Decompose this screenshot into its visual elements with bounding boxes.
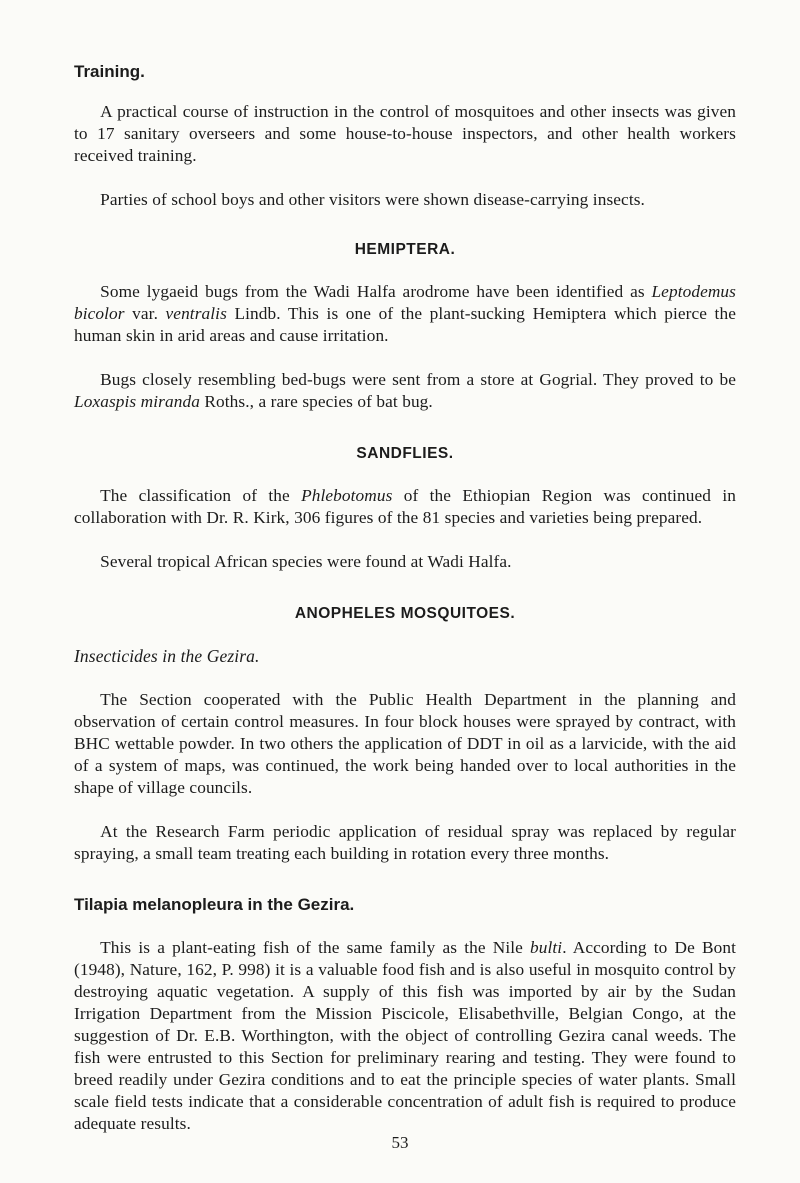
- fish-name-bulti: bulti: [530, 938, 563, 957]
- tilapia-heading: Tilapia melanopleura in the Gezira.: [74, 895, 355, 914]
- page-number: 53: [391, 1133, 409, 1152]
- hemiptera-paragraph-2: Bugs closely resembling bed-bugs were sent from a store at Gogrial. They proved to be Loxaspis miranda Roths., a rare species of bat bug.: [74, 370, 736, 411]
- insecticides-subheading: Insecticides in the Gezira.: [74, 646, 260, 666]
- variety-name-ventralis: ventralis: [165, 304, 227, 323]
- sandflies-heading: SANDFLIES.: [356, 445, 454, 462]
- training-heading: Training.: [74, 62, 145, 81]
- genus-name-phlebotomus: Phlebotomus: [301, 486, 393, 505]
- hemiptera-paragraph-1: Some lygaeid bugs from the Wadi Halfa arodrome have been identified as Leptodemus bicolor var. ventralis Lindb. This is one of the plant-sucking Hemiptera which pierce the human skin in arid areas and cause irritation.: [74, 282, 736, 345]
- sandflies-paragraph-2: Several tropical African species were found at Wadi Halfa.: [100, 552, 512, 571]
- sandflies-paragraph-1: The classification of the Phlebotomus of the Ethiopian Region was continued in collaboration with Dr. R. Kirk, 306 figures of the 81 species and varieties being prepared.: [74, 486, 736, 527]
- training-paragraph-1: A practical course of instruction in the control of mosquitoes and other insects was given to 17 sanitary overseers and some house-to-house inspectors, and other health workers received training.: [74, 102, 736, 165]
- anopheles-paragraph-2: At the Research Farm periodic application of residual spray was replaced by regular spraying, a small team treating each building in rotation every three months.: [74, 822, 736, 863]
- training-paragraph-2: Parties of school boys and other visitors were shown disease-carrying insects.: [100, 190, 645, 209]
- species-name-loxaspis: Loxaspis miranda: [74, 392, 200, 411]
- anopheles-heading: ANOPHELES MOSQUITOES.: [294, 605, 516, 622]
- tilapia-paragraph-1: This is a plant-eating fish of the same family as the Nile bulti. According to De Bont (1948), Nature, 162, P. 998) it is a valuable food fish and is also useful in mosquito control by destroying aquatic vegetation. A supply of this fish was imported by air by the Sudan Irrigation Department from the Mission Piscicole, Elisabethville, Belgian Congo, at the suggestion of Dr. E.B. Worthington, with the object of controlling Gezira canal weeds. The fish were entrusted to this Section for preliminary rearing and testing. They were found to breed readily under Gezira conditions and to eat the principle species of water plants. Small scale field tests indicate that a considerable concentration of adult fish is required to produce adequate results.: [74, 938, 736, 1133]
- species-name-leptodemus: Leptodemus bicolor: [74, 282, 736, 323]
- anopheles-paragraph-1: The Section cooperated with the Public Health Department in the planning and observation of certain control measures. In four block houses were sprayed by contract, with BHC wettable powder. In two others the application of DDT in oil as a larvicide, with the aid of a system of maps, was continued, the work being handed over to local authorities in the shape of village councils.: [74, 690, 736, 797]
- hemiptera-heading: HEMIPTERA.: [354, 241, 456, 258]
